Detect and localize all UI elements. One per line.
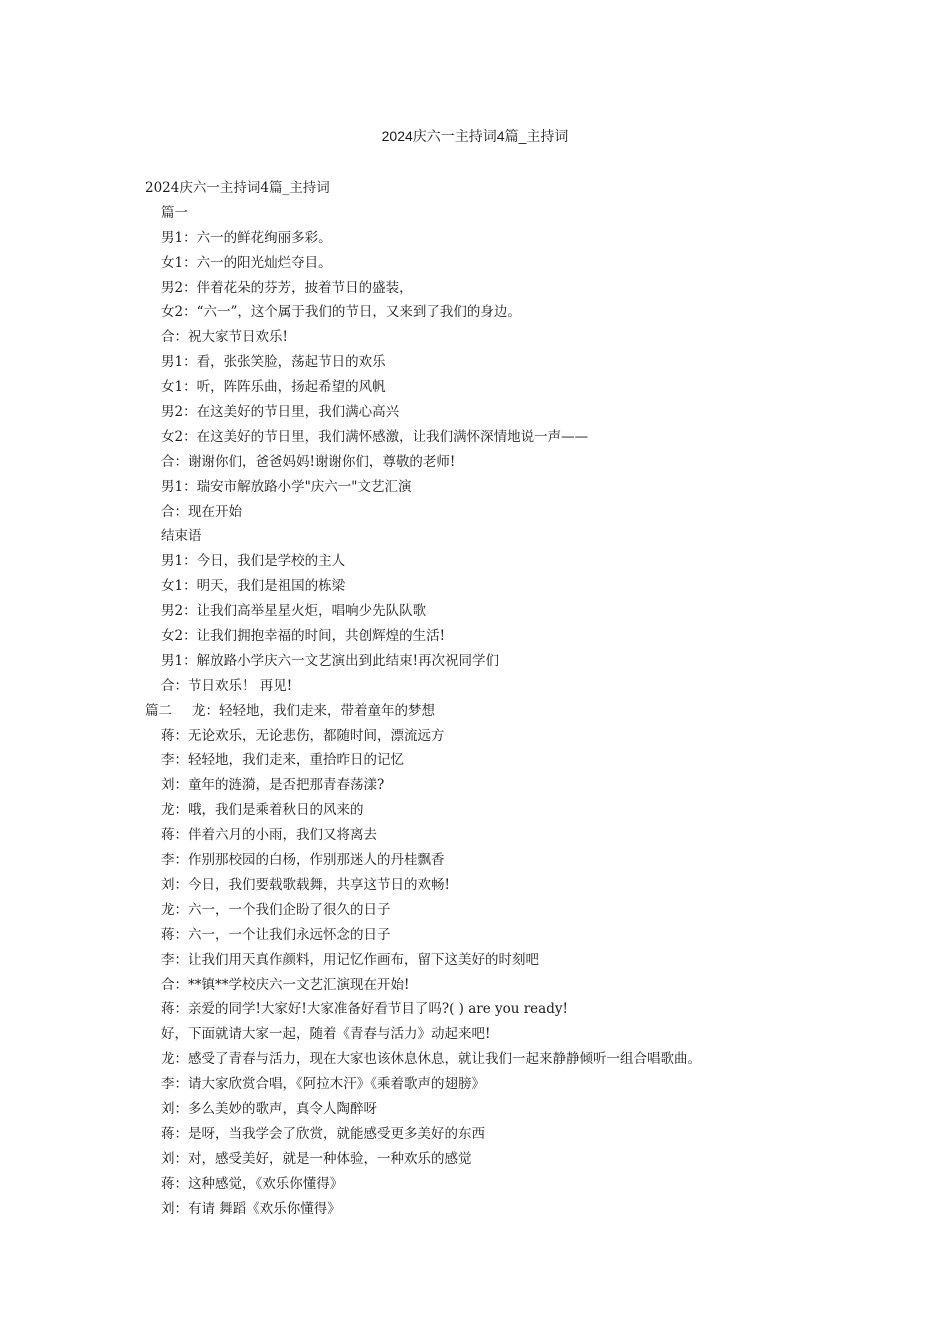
- dialogue-line: 女1：听，阵阵乐曲，扬起希望的风帆: [161, 379, 386, 396]
- dialogue-line: 好，下面就请大家一起，随着《青春与活力》动起来吧!: [161, 1026, 491, 1043]
- dialogue-line: 龙：感受了青春与活力，现在大家也该休息休息，就让我们一起来静静倾听一组合唱歌曲。: [161, 1051, 701, 1068]
- dialogue-line: 女2：“六一”，这个属于我们的节日，又来到了我们的身边。: [161, 304, 521, 321]
- dialogue-line: 男2：在这美好的节日里，我们满心高兴: [161, 404, 400, 421]
- dialogue-line: 蒋：伴着六月的小雨，我们又将离去: [161, 827, 377, 844]
- dialogue-line: 女1：明天，我们是祖国的栋梁: [161, 578, 346, 595]
- dialogue-line: 蒋：亲爱的同学!大家好!大家准备好看节目了吗?( ) are you ready!: [161, 1001, 568, 1018]
- dialogue-line: 蒋：这种感觉，《欢乐你懂得》: [161, 1175, 344, 1192]
- section-label-part1: 篇一: [161, 204, 188, 221]
- dialogue-line: 女2：在这美好的节日里，我们满怀感激，让我们满怀深情地说一声——: [161, 428, 589, 445]
- section-label-closing: 结束语: [161, 528, 202, 545]
- dialogue-line: 刘：多么美妙的歌声，真令人陶醉呀: [161, 1100, 377, 1117]
- dialogue-line: 龙：哦，我们是乘着秋日的风来的: [161, 802, 364, 819]
- dialogue-line: 蒋：六一，一个让我们永远怀念的日子: [161, 926, 391, 943]
- dialogue-line: 刘：有请 舞蹈《欢乐你懂得》: [161, 1200, 341, 1217]
- dialogue-line: 刘：童年的涟漪，是否把那青春荡漾?: [161, 777, 385, 794]
- dialogue-line: 男1：瑞安市解放路小学"庆六一"文艺汇演: [161, 478, 412, 495]
- dialogue-line: 李：请大家欣赏合唱，《阿拉木汗》《乘着歌声的翅膀》: [161, 1076, 485, 1093]
- document-body: [145, 176, 845, 1221]
- dialogue-line: 龙：轻轻地，我们走来，带着童年的梦想: [192, 702, 435, 719]
- dialogue-line: 合：谢谢你们，爸爸妈妈!谢谢你们，尊敬的老师!: [161, 453, 456, 470]
- document-heading: 2024庆六一主持词4篇_主持词: [145, 180, 330, 196]
- page-title: 2024庆六一主持词4篇_主持词: [381, 128, 569, 144]
- dialogue-line: 李：轻轻地，我们走来，重拾昨日的记忆: [161, 752, 404, 769]
- dialogue-line: 刘：对，感受美好，就是一种体验，一种欢乐的感觉: [161, 1150, 472, 1167]
- dialogue-line: 男1：六一的鲜花绚丽多彩。: [161, 229, 332, 246]
- dialogue-line: 合：祝大家节日欢乐!: [161, 329, 288, 346]
- dialogue-line: 合：节日欢乐！ 再见!: [161, 677, 293, 694]
- dialogue-line: 龙：六一，一个我们企盼了很久的日子: [161, 901, 391, 918]
- dialogue-line: 蒋：无论欢乐，无论悲伤，都随时间，漂流远方: [161, 727, 445, 744]
- dialogue-line: 男2：让我们高举星星火炬，唱响少先队队歌: [161, 603, 427, 620]
- dialogue-line: 男1：解放路小学庆六一文艺演出到此结束!再次祝同学们: [161, 652, 500, 669]
- dialogue-line: 女2：让我们拥抱幸福的时间，共创辉煌的生活!: [161, 628, 446, 645]
- dialogue-line: 女1：六一的阳光灿烂夺目。: [161, 254, 332, 271]
- dialogue-line: 蒋：是呀，当我学会了欣赏，就能感受更多美好的东西: [161, 1125, 485, 1142]
- dialogue-line: 李：作别那校园的白杨，作别那迷人的丹桂飘香: [161, 852, 445, 869]
- section-part2-first-line: [145, 699, 845, 724]
- section-label-part2: 篇二: [145, 702, 172, 719]
- dialogue-line: 合：现在开始: [161, 503, 242, 520]
- dialogue-line: 男1：看，张张笑脸，荡起节日的欢乐: [161, 354, 386, 371]
- dialogue-line: 男2：伴着花朵的芬芳，披着节日的盛装，: [161, 279, 413, 296]
- dialogue-line: 合：**镇**学校庆六一文艺汇演现在开始!: [161, 976, 410, 993]
- dialogue-line: 李：让我们用天真作颜料，用记忆作画布，留下这美好的时刻吧: [161, 951, 539, 968]
- dialogue-line: 男1：今日，我们是学校的主人: [161, 553, 346, 570]
- dialogue-line: 刘：今日，我们要载歌载舞，共享这节日的欢畅!: [161, 876, 450, 893]
